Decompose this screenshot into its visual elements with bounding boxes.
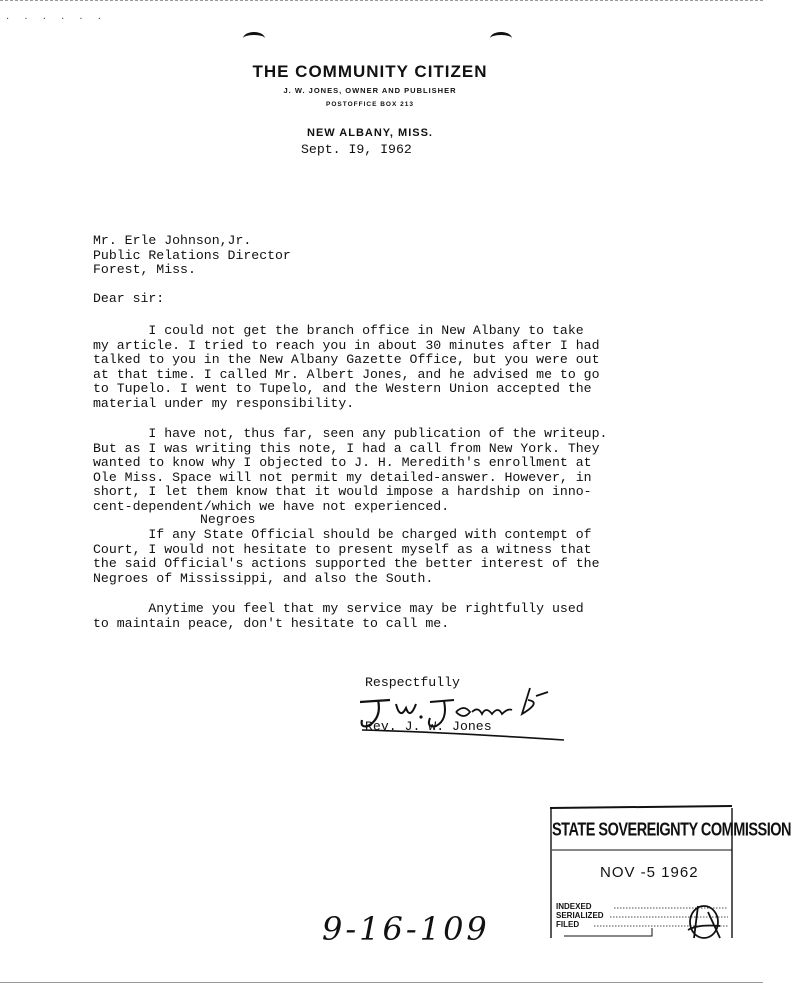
left-ornament-icon (243, 32, 265, 45)
letterhead-postoffice-box: POSTOFFICE BOX 213 (326, 101, 414, 108)
letterhead-title: THE COMMUNITY CITIZEN (252, 62, 488, 81)
handwritten-file-number: 9-16-109 (322, 910, 490, 948)
stamp-serialized-label: SERIALIZED (556, 911, 604, 920)
signer-name: Rev. J. W. Jones (365, 719, 492, 734)
letter-date: Sept. I9, I962 (301, 142, 412, 157)
salutation: Dear sir: (93, 291, 165, 306)
body-paragraph-4: Anytime you feel that my service may be rightfully used to maintain peace, don't hesitate to call me. (93, 601, 584, 631)
right-ornament-icon (490, 32, 512, 45)
letterhead-owner: J. W. JONES, OWNER AND PUBLISHER (283, 86, 457, 95)
stamp-labels (556, 902, 604, 929)
paper-specks: · · · · · · (6, 14, 107, 25)
bottom-edge-line (0, 982, 763, 983)
state-sovereignty-commission-stamp (548, 804, 791, 940)
stamp-indexed-label: INDEXED (556, 902, 592, 911)
body-paragraph-2: I have not, thus far, seen any publication of the writeup. But as I was writing this note, I had a call from New York. They wanted to know why I objected to J. H. Meredith's enrollment at Ole Miss. Space will not permit my detailed-answer. However, in short, I let them know that it would impose a hardship on inno- cent-dependent/which we have not experienced. (93, 426, 608, 514)
typed-insertion: Negroes (200, 512, 256, 527)
body-paragraph-1: I could not get the branch office in New Albany to take my article. I tried to reach you in about 30 minutes after I had talked to you in the New Albany Gazette Office, but you were out at that time. I called Mr. Albert Jones, and he advised me to go to Tupelo. I went to Tupelo, and the Western Union accepted the material under my responsibility. (93, 323, 600, 411)
body-paragraph-3: If any State Official should be charged with contempt of Court, I would not hesitate to present myself as a witness that the said Official's actions supported the better interest of the Negroes of Mississippi, and also the South. (93, 527, 600, 586)
stamp-filed-label: FILED (556, 920, 580, 929)
stamp-date: NOV -5 1962 (600, 864, 699, 881)
recipient-address: Mr. Erle Johnson,Jr. Public Relations Director Forest, Miss. (93, 233, 291, 278)
closing: Respectfully (365, 675, 460, 690)
top-edge-dashes (0, 0, 763, 3)
handwritten-signature (352, 680, 567, 740)
letterhead-city: NEW ALBANY, MISS. (307, 127, 433, 139)
stamp-title: STATE SOVEREIGNTY COMMISSION (552, 820, 791, 841)
